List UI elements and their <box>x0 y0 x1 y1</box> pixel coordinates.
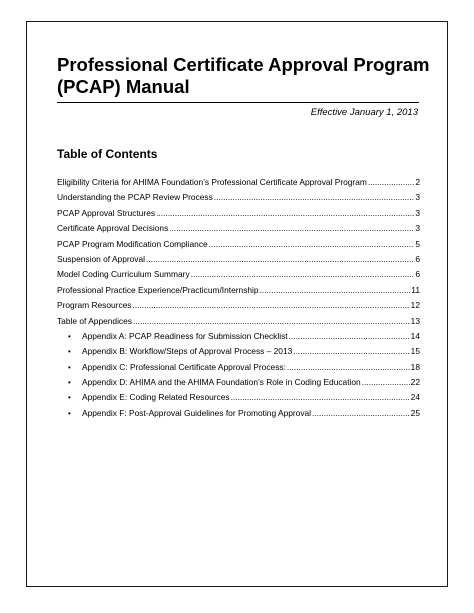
toc-entry-label: Model Coding Curriculum Summary <box>57 269 190 280</box>
dot-leader <box>214 192 415 202</box>
toc-appendix-entry[interactable] <box>57 346 420 361</box>
toc-entry[interactable] <box>57 254 420 269</box>
toc-entry-label: PCAP Program Modification Compliance <box>57 238 208 249</box>
dot-leader <box>191 269 415 279</box>
toc-page-number: 6 <box>415 269 420 280</box>
toc-entry-label: Professional Practice Experience/Practicum/Internship <box>57 284 259 295</box>
toc-heading: Table of Contents <box>57 147 158 161</box>
dot-leader <box>132 300 409 310</box>
bullet-icon: • <box>68 378 71 388</box>
dot-leader <box>368 177 414 187</box>
toc-page-number: 22 <box>410 377 420 388</box>
bullet-icon: • <box>68 362 71 372</box>
toc-entry-label: Eligibility Criteria for AHIMA Foundation’s Professional Certificate Approval Program <box>57 177 367 187</box>
toc-page-number: 11 <box>411 284 420 295</box>
toc-page-number: 5 <box>415 238 420 249</box>
dot-leader <box>209 239 415 249</box>
bullet-icon: • <box>68 408 71 418</box>
effective-date: Effective January 1, 2013 <box>310 107 418 118</box>
title-divider <box>57 102 419 103</box>
toc-page-number: 18 <box>410 361 420 372</box>
bullet-icon: • <box>68 347 71 357</box>
dot-leader <box>362 377 410 387</box>
dot-leader <box>133 316 410 326</box>
toc-entry[interactable] <box>57 208 420 223</box>
toc-entry[interactable] <box>57 300 420 315</box>
toc-page-number: 14 <box>410 330 420 341</box>
toc-page-number: 3 <box>415 223 420 234</box>
toc-page-number: 12 <box>410 300 420 311</box>
dot-leader <box>169 223 414 233</box>
dot-leader <box>260 285 411 295</box>
bullet-icon: • <box>68 393 71 403</box>
toc-page-number: 6 <box>415 253 420 264</box>
toc-entry-label: Appendix B: Workflow/Steps of Approval Process – 2013 <box>82 346 293 357</box>
toc-page-number: 15 <box>410 346 420 357</box>
toc-appendix-entry[interactable] <box>57 331 420 346</box>
toc-page-number: 13 <box>410 315 420 326</box>
dot-leader <box>146 254 414 264</box>
bullet-icon: • <box>68 331 71 341</box>
dot-leader <box>156 208 414 218</box>
toc-page-number: 2 <box>415 177 420 187</box>
dot-leader <box>289 331 410 341</box>
toc-entry[interactable] <box>57 223 420 238</box>
toc-page-number: 25 <box>410 407 420 418</box>
toc-entry-label: Appendix C: Professional Certificate Approval Process: <box>82 361 286 372</box>
toc-entry-label: Appendix F: Post-Approval Guidelines for Promoting Approval <box>82 407 312 418</box>
toc-appendix-entry[interactable] <box>57 392 420 407</box>
toc-entry-label: Appendix E: Coding Related Resources <box>82 392 230 403</box>
toc-page-number: 3 <box>415 192 420 203</box>
dot-leader <box>231 392 410 402</box>
toc-entry-label: Program Resources <box>57 300 132 311</box>
toc-entry[interactable] <box>57 192 420 207</box>
toc-page-number: 24 <box>410 392 420 403</box>
toc-entry-label: Appendix A: PCAP Readiness for Submission Checklist <box>82 330 288 341</box>
dot-leader <box>312 408 410 418</box>
toc-entry-label: Appendix D: AHIMA and the AHIMA Foundation’s Role in Coding Education <box>82 377 361 388</box>
dot-leader <box>287 362 410 372</box>
toc-entry-label: Understanding the PCAP Review Process <box>57 192 213 203</box>
table-of-contents <box>57 177 420 423</box>
toc-appendix-entry[interactable] <box>57 408 420 423</box>
toc-entry[interactable] <box>57 269 420 284</box>
toc-entry-label: Table of Appendices <box>57 315 132 326</box>
toc-entry[interactable] <box>57 177 420 192</box>
toc-entry[interactable] <box>57 316 420 331</box>
document-title: Professional Certificate Approval Program (PCAP) Manual <box>57 54 430 97</box>
toc-appendix-entry[interactable] <box>57 362 420 377</box>
toc-entry[interactable] <box>57 239 420 254</box>
toc-appendix-entry[interactable] <box>57 377 420 392</box>
toc-entry-label: Certificate Approval Decisions <box>57 223 169 234</box>
toc-entry-label: PCAP Approval Structures <box>57 207 156 218</box>
dot-leader <box>293 346 409 356</box>
toc-entry-label: Suspension of Approval <box>57 253 145 264</box>
toc-entry[interactable] <box>57 285 420 300</box>
toc-page-number: 3 <box>415 207 420 218</box>
